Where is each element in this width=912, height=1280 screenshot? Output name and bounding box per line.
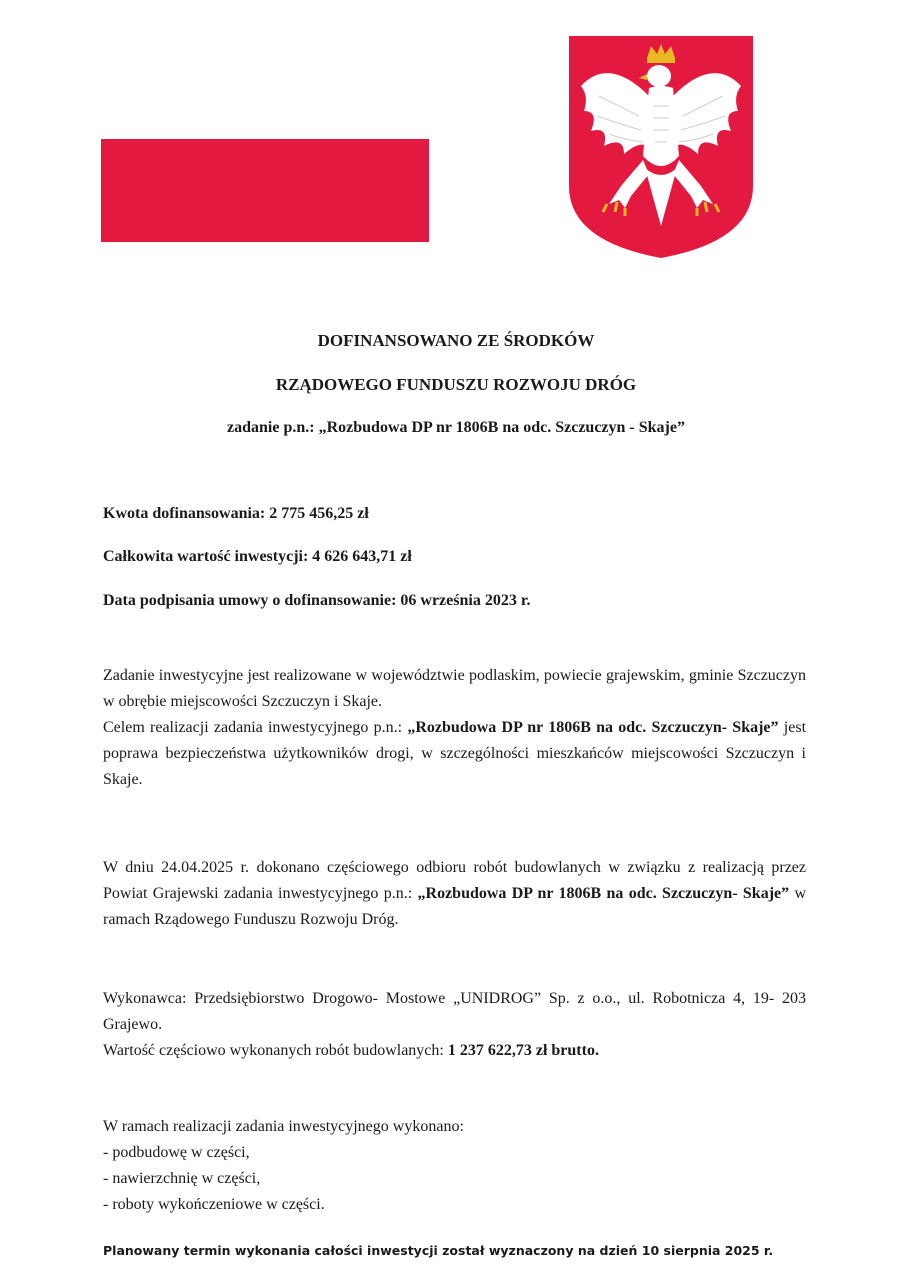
paragraph-partial-acceptance [103,855,806,933]
partial-value-label: Wartość częściowo wykonanych robót budowlanych: [103,1042,448,1059]
purpose-task-name: „Rozbudowa DP nr 1806B na odc. Szczuczyn- Skaje” [407,719,779,736]
title-line-2: RZĄDOWEGO FUNDUSZU ROZWOJU DRÓG [275,375,637,394]
acceptance-text-start: W dniu 24.04.2025 r. dokonano częściowego odbioru robót budowlanych w związku z realizacją przez Powiat Grajewski zadania inwestycyjnego p.n.: [103,859,806,902]
polish-eagle-emblem-icon [569,36,753,258]
polish-flag-red-band [101,139,429,242]
list-item: - roboty wykończeniowe w części. [103,1196,325,1213]
location-text: Zadanie inwestycyjne jest realizowane w województwie podlaskim, powiecie grajewskim, gminie Szczuczyn w obrębie miejscowości Szczuczyn i Skaje. [103,667,806,710]
planned-completion-note: Planowany termin wykonania całości inwestycji został wyznaczony na dzień 10 sierpnia 2025 r. [103,1243,774,1258]
purpose-text-end: jest poprawa bezpieczeństwa użytkowników drogi, w szczególności mieszkańców miejscowości Szczuczyn i Skaje. [103,719,807,788]
title-line-1: DOFINANSOWANO ZE ŚRODKÓW [317,331,595,350]
contractor-text: Wykonawca: Przedsiębiorstwo Drogowo- Mostowe „UNIDROG” Sp. z o.o., ul. Robotnicza 4, 19- 203 Grajewo. [103,990,806,1033]
paragraph-completed-works [103,1114,806,1218]
funding-amount: Kwota dofinansowania: 2 775 456,25 zł [103,505,369,522]
paragraph-contractor [103,986,806,1064]
partial-value-amount: 1 237 622,73 zł brutto. [447,1042,599,1059]
list-item: - podbudowę w części, [103,1144,250,1161]
acceptance-task-name: „Rozbudowa DP nr 1806B na odc. Szczuczyn- Skaje” [417,885,790,902]
purpose-text-start: Celem realizacji zadania inwestycyjnego p.n.: [103,719,408,736]
paragraph-location-purpose [103,663,806,793]
acceptance-text-end: w ramach Rządowego Funduszu Rozwoju Dróg. [103,885,807,928]
agreement-signing-date: Data podpisania umowy o dofinansowanie: 06 września 2023 r. [103,592,531,609]
total-investment-value: Całkowita wartość inwestycji: 4 626 643,71 zł [103,548,412,565]
completed-works-intro: W ramach realizacji zadania inwestycyjnego wykonano: [103,1118,464,1135]
task-name: zadanie p.n.: „Rozbudowa DP nr 1806B na odc. Szczuczyn - Skaje” [227,419,685,436]
list-item: - nawierzchnię w części, [103,1170,261,1187]
